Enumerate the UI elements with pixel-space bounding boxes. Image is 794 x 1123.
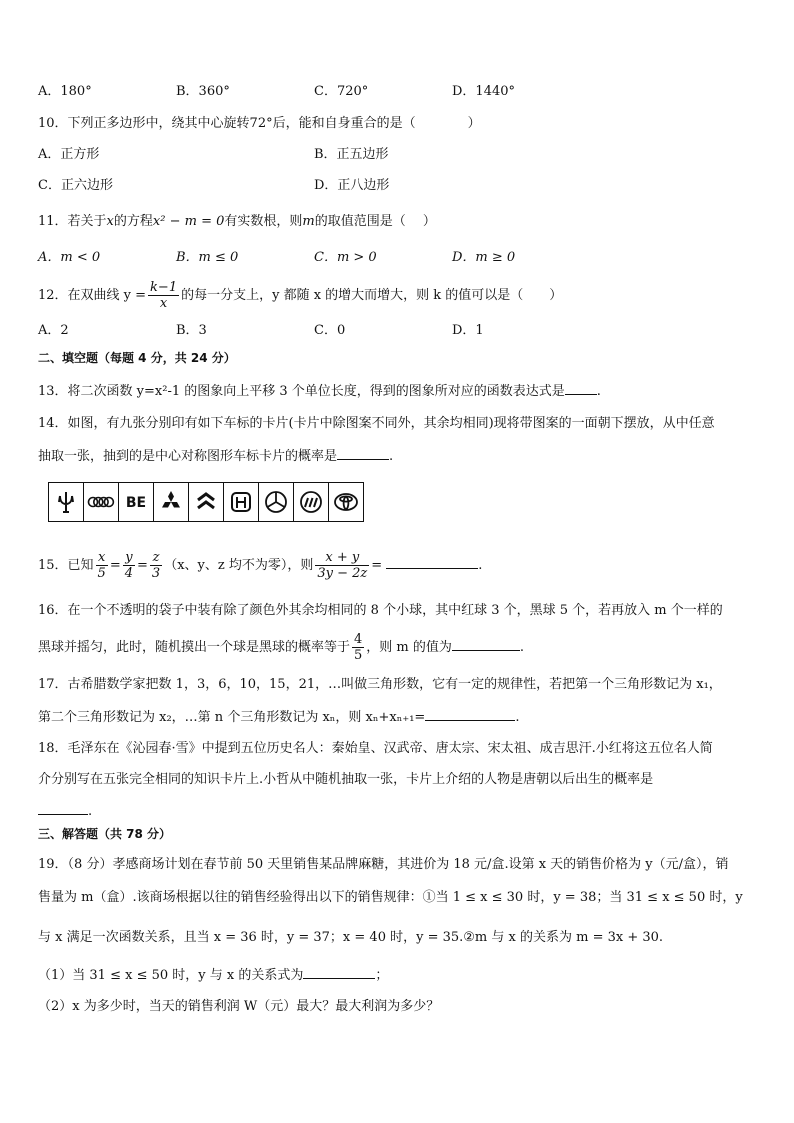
section-heading-fill-blank: 二、填空题（每题 4 分，共 24 分）: [38, 351, 236, 365]
buick-icon: [297, 488, 325, 516]
q19-sub1-answer-blank[interactable]: [303, 964, 375, 979]
q19-line2: 售量为 m（盒）.该商场根据以往的销售经验得出以下的销售规律：①当 1 ≤ x ≤ 30 时，y = 38；当 31 ≤ x ≤ 50 时，y: [38, 890, 743, 905]
audi-icon: [87, 488, 115, 516]
q18-line3: .: [38, 800, 92, 822]
q9-option-c: C．720°: [314, 84, 369, 99]
q9-option-b: B．360°: [176, 84, 230, 99]
q13-answer-blank[interactable]: [565, 380, 597, 395]
q12-option-a: A．2: [38, 323, 69, 338]
q17-line2: 第二个三角形数记为 x₂，…第 n 个三角形数记为 xₙ，则 xₙ+xₙ₊₁= .: [38, 706, 519, 728]
be-logo-icon: [122, 488, 150, 516]
q15: 15．已知 $\frac{x}{5}$ = $\frac{y}{4}$ = $\frac{z}{3}$ （x、y、z 均不为零），则 $\frac{x + y}{3y - 2z}$ = .: [38, 550, 483, 581]
q16-answer-blank[interactable]: [452, 636, 520, 651]
svg-text:BE: BE: [125, 495, 147, 511]
q19-line3: 与 x 满足一次函数关系，且当 x = 36 时，y = 37；x = 40 时，y = 35.②m 与 x 的关系为 m = 3x + 30.: [38, 930, 664, 945]
q9-option-d: D．1440°: [452, 84, 516, 99]
mitsubishi-icon: [157, 488, 185, 516]
q12-option-d: D．1: [452, 323, 484, 338]
q15-answer-blank[interactable]: [386, 554, 478, 569]
q18-line1: 18．毛泽东在《沁园春·雪》中提到五位历史名人：秦始皇、汉武帝、唐太宗、宋太祖、成吉思汗.小红将这五位名人简: [38, 741, 713, 756]
toyota-icon: [332, 488, 360, 516]
q17-answer-blank[interactable]: [425, 706, 515, 721]
q12-stem: 12．在双曲线 y = $\frac{k-1}{x}$ 的每一分支上，y 都随 x 的增大而增大，则 k 的值可以是（ ）: [38, 280, 563, 311]
q10-stem: 10．下列正多边形中，绕其中心旋转72°后，能和自身重合的是（ ）: [38, 116, 481, 131]
q16-line2: 黑球并摇匀，此时，随机摸出一个球是黑球的概率等于 $\frac{4}{5}$ ，则 m 的值为 .: [38, 632, 525, 663]
q14-line1: 14．如图，有九张分别印有如下车标的卡片(卡片中除图案不同外，其余均相同)现将带图案的一面朝下摆放，从中任意: [38, 416, 715, 431]
section-heading-solutions: 三、解答题（共 78 分）: [38, 827, 172, 841]
q11-option-a: A．m < 0: [38, 250, 101, 265]
q19-sub1: （1）当 31 ≤ x ≤ 50 时，y 与 x 的关系式为 ；: [38, 964, 388, 986]
q19-line1: 19．（8 分）孝感商场计划在春节前 50 天里销售某品牌麻糖，其进价为 18 元/盒.设第 x 天的销售价格为 y（元/盒），销: [38, 857, 729, 872]
q14-answer-blank[interactable]: [337, 445, 389, 460]
q11-option-d: D．m ≥ 0: [452, 250, 516, 265]
citroen-icon: [192, 488, 220, 516]
q12-fraction: $\frac{k-1}{x}$: [150, 280, 178, 311]
q16-line1: 16．在一个不透明的袋子中装有除了颜色外其余均相同的 8 个小球，其中红球 3 个，黑球 5 个，若再放入 m 个一样的: [38, 603, 723, 618]
q18-answer-blank[interactable]: [38, 800, 88, 815]
q11-option-c: C．m > 0: [314, 250, 377, 265]
maserati-icon: [52, 488, 80, 516]
q10-option-c: C．正六边形: [38, 178, 113, 193]
q11-stem: 11．若关于x的方程x² − m = 0有实数根，则m的取值范围是（ ）: [38, 214, 436, 229]
honda-icon: [227, 488, 255, 516]
q10-option-b: B．正五边形: [314, 147, 389, 162]
q11-equation: x² − m = 0: [152, 214, 225, 229]
q12-option-c: C．0: [314, 323, 346, 338]
q13: 13．将二次函数 y=x²-1 的图象向上平移 3 个单位长度，得到的图象所对应的函数表达式是 .: [38, 380, 601, 402]
q19-sub2: （2）x 为多少时，当天的销售利润 W（元）最大？最大利润为多少？: [38, 999, 440, 1014]
q12-option-b: B．3: [176, 323, 207, 338]
q14-line2: 抽取一张，抽到的是中心对称图形车标卡片的概率是 .: [38, 445, 393, 467]
q18-line2: 介分别写在五张完全相同的知识卡片上.小哲从中随机抽取一张，卡片上介绍的人物是唐朝以后出生的概率是: [38, 772, 654, 787]
q10-option-a: A．正方形: [38, 147, 100, 162]
q11-option-b: B．m ≤ 0: [176, 250, 239, 265]
mercedes-icon: [262, 488, 290, 516]
q17-line1: 17．古希腊数学家把数 1，3，6，10，15，21，…叫做三角形数，它有一定的规律性，若把第一个三角形数记为 x₁，: [38, 677, 722, 692]
q9-option-a: A．180°: [38, 84, 92, 99]
q10-option-d: D．正八边形: [314, 178, 390, 193]
car-logo-strip: [48, 482, 364, 522]
